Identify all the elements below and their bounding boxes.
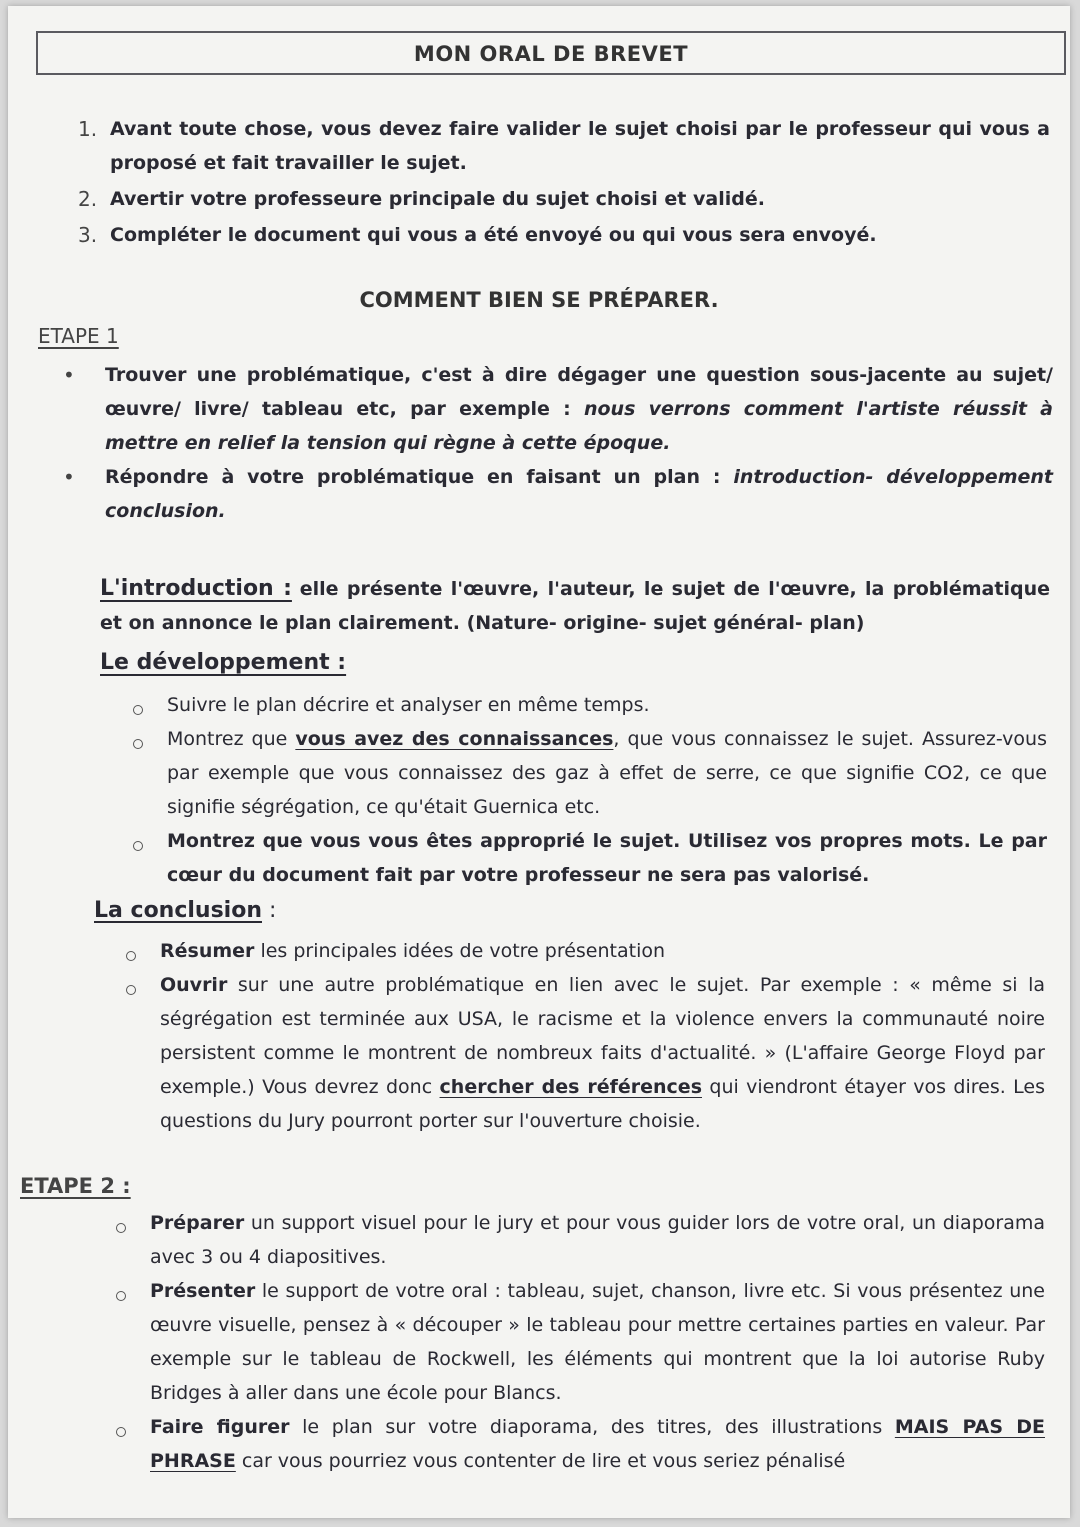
list-item [126, 934, 1046, 968]
conclusion-label: La conclusion [94, 898, 262, 923]
circle-bullet-icon [116, 1206, 150, 1274]
section-title: COMMENT BIEN SE PRÉPARER. [359, 288, 719, 312]
circle-bullet-icon [133, 722, 167, 824]
development-label: Le développement : [100, 650, 347, 675]
bullet-icon: • [63, 465, 75, 489]
circle-bullet-icon [126, 934, 160, 968]
step-text: Avant toute chose, vous devez faire valider le sujet choisi par le professeur qui vous a proposé et fait travailler le sujet. [110, 118, 1050, 174]
list-item [63, 460, 1053, 528]
introduction-label: L'introduction : [100, 576, 292, 601]
bullet-text [105, 460, 1053, 528]
introduction-paragraph [100, 572, 1050, 640]
introduction-text: elle présente l'œuvre, l'auteur, le sujet de l'œuvre, la problématique et on annonce le plan clairement. (Nature- origine- sujet général- plan) [100, 578, 1050, 634]
list-item-text: Suivre le plan décrire et analyser en même temps. [167, 694, 650, 716]
development-list [133, 688, 1048, 892]
step-number: 3. [78, 223, 98, 247]
list-item [63, 358, 1053, 460]
list-item-text: Faire figurer le plan sur votre diaporama, des titres, des illustrations MAIS PAS DE PHRASE car vous pourriez vous contenter de lire et vous seriez pénalisé [150, 1416, 1045, 1472]
bullet-text-normal: Répondre à votre problématique en faisant un plan : [105, 466, 721, 488]
list-item-text: Ouvrir sur une autre problématique en lien avec le sujet. Par exemple : « même si la ségrégation est terminée aux USA, le racisme et la violence envers la communauté noire persistent comme le montrent de nombreux faits d'actualité. » (L'affaire George Floyd par exemple.) Vous devrez donc chercher des références qui viendront étayer vos dires. Les questions du Jury pourront porter sur l'ouverture choisie. [160, 974, 1045, 1132]
list-item-text: Préparer un support visuel pour le jury et pour vous guider lors de votre oral, un diaporama avec 3 ou 4 diapositives. [150, 1212, 1045, 1268]
circle-bullet-icon [116, 1410, 150, 1478]
bullet-text [105, 358, 1053, 460]
bullet-text-italic: nous verrons comment l'artiste réussit à mettre en relief la tension qui règne à cette époque. [105, 398, 1053, 454]
etape1-heading: ETAPE 1 [38, 324, 119, 348]
document-page [8, 6, 1070, 1518]
intro-steps-list [78, 112, 1068, 252]
circle-bullet-icon [133, 688, 167, 722]
list-item-text: Présenter le support de votre oral : tableau, sujet, chanson, livre etc. Si vous présentez une œuvre visuelle, pensez à « découper » le tableau pour mettre certaines parties en valeur. Par exemple sur le tableau de Rockwell, les éléments qui montrent que la loi autorise Ruby Bridges à aller dans une école pour Blancs. [150, 1280, 1045, 1404]
list-item [116, 1274, 1046, 1410]
bullet-text-normal: Trouver une problématique, c'est à dire dégager une question sous-jacente au sujet/ œuvre/ livre/ tableau etc, par exemple : [105, 364, 1053, 420]
etape2-heading: ETAPE 2 : [20, 1174, 131, 1198]
list-item [133, 722, 1048, 824]
etape1-bullets [63, 358, 1053, 528]
circle-bullet-icon [133, 824, 167, 892]
circle-bullet-icon [116, 1274, 150, 1410]
conclusion-colon: : [262, 898, 277, 923]
step-text: Avertir votre professeure principale du sujet choisi et validé. [110, 188, 765, 210]
page-title: MON ORAL DE BREVET [36, 31, 1066, 75]
list-item-text: Montrez que vous vous êtes approprié le sujet. Utilisez vos propres mots. Le par cœur du document fait par votre professeur ne sera pas valorisé. [167, 830, 1047, 886]
step-number: 1. [78, 117, 98, 141]
list-item [78, 182, 1068, 216]
bullet-text-italic: introduction- développement conclusion. [105, 466, 1053, 522]
list-item [116, 1206, 1046, 1274]
list-item [133, 824, 1048, 892]
list-item [78, 112, 1068, 180]
list-item-text: Résumer les principales idées de votre présentation [160, 940, 666, 962]
conclusion-list [126, 934, 1046, 1138]
list-item-text: Montrez que vous avez des connaissances, que vous connaissez le sujet. Assurez-vous par exemple que vous connaissez des gaz à effet de serre, ce que signifie CO2, ce que signifie ségrégation, ce qu'était Guernica etc. [167, 728, 1047, 818]
list-item [133, 688, 1048, 722]
list-item [116, 1410, 1046, 1478]
list-item [126, 968, 1046, 1138]
list-item [78, 218, 1068, 252]
step-text: Compléter le document qui vous a été envoyé ou qui vous sera envoyé. [110, 224, 877, 246]
circle-bullet-icon [126, 968, 160, 1138]
step-number: 2. [78, 187, 98, 211]
conclusion-heading [94, 898, 276, 923]
etape2-list [116, 1206, 1046, 1478]
bullet-icon: • [63, 363, 75, 387]
